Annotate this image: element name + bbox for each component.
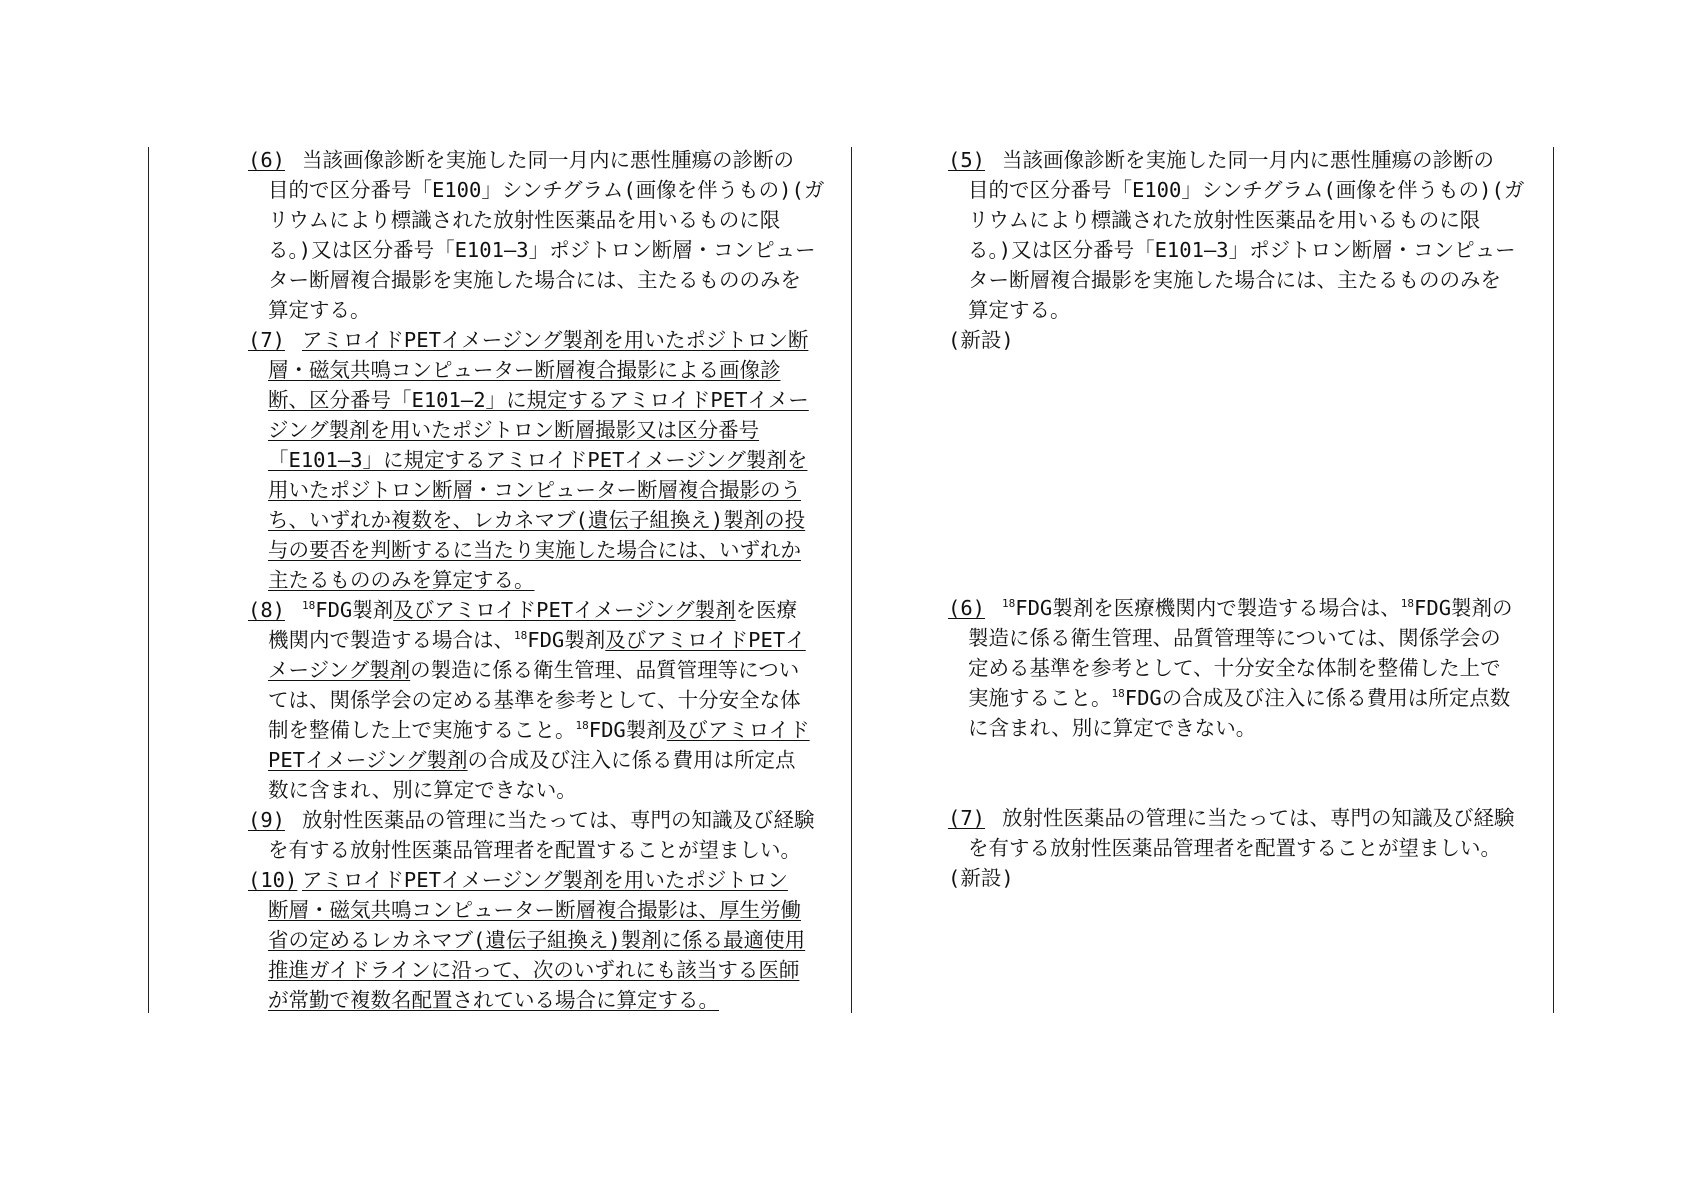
item-text-line: リウムにより標識された放射性医薬品を用いるものに限 (968, 208, 1481, 232)
item-text-line: 実施すること。$^{18}$FDGの合成及び注入に係る費用は所定点数 (968, 686, 1511, 710)
item-text-line: アミロイドPETイメージング製剤を用いたポジトロン断 (302, 328, 809, 352)
item-text-line: 与の要否を判断するに当たり実施した場合には、いずれか (268, 538, 801, 562)
item-text-line: を有する放射性医薬品管理者を配置することが望ましい。 (968, 836, 1501, 860)
item-label: (7) (948, 806, 986, 830)
item-text-line: 断層・磁気共鳴コンピューター断層複合撮影は、厚生労働 (268, 898, 801, 922)
item-text-line: 当該画像診断を実施した同一月内に悪性腫瘍の診断の (1002, 148, 1494, 172)
item-text-line: に含まれ、別に算定できない。 (968, 716, 1257, 740)
left-item-9 (248, 805, 840, 865)
item-label: (9) (248, 808, 286, 832)
left-column-revised (248, 145, 840, 1015)
item-text-line: 推進ガイドラインに沿って、次のいずれにも該当する医師 (268, 958, 800, 982)
item-text-line: アミロイドPETイメージング製剤を用いたポジトロン (302, 868, 788, 892)
right-item-6 (948, 593, 1540, 743)
item-text-line: る。)又は区分番号「E101―3」ポジトロン断層・コンピュー (968, 238, 1516, 262)
item-text-line: 算定する。 (268, 298, 371, 322)
item-label: (10) (248, 868, 298, 892)
item-text-line: 定める基準を参考として、十分安全な体制を整備した上で (968, 656, 1501, 680)
superscript: 18 (1002, 597, 1016, 611)
item-text-line: 機関内で製造する場合は、$^{18}$FDG製剤及びアミロイドPETイ (268, 628, 806, 652)
superscript: 18 (302, 599, 316, 613)
item-text-line: が常勤で複数名配置されている場合に算定する。 (268, 988, 719, 1012)
item-text-line: 放射性医薬品の管理に当たっては、専門の知識及び経験 (1002, 806, 1515, 830)
item-text-line: 制を整備した上で実施すること。$^{18}$FDG製剤及びアミロイド (268, 718, 810, 742)
item-label: (5) (948, 148, 986, 172)
text-amended: 及びアミロイドPETイメージング製剤 (393, 598, 736, 622)
item-text-line: を有する放射性医薬品管理者を配置することが望ましい。 (268, 838, 801, 862)
item-label: (6) (948, 596, 986, 620)
item-text-line: PETイメージング製剤の合成及び注入に係る費用は所定点 (268, 748, 796, 772)
right-column-current (948, 145, 1540, 893)
right-item-7 (948, 803, 1540, 863)
text: FDG製剤の (1414, 596, 1513, 620)
new-provision-note: (新設) (948, 866, 1014, 890)
item-text-line: 放射性医薬品の管理に当たっては、専門の知識及び経験 (302, 808, 815, 832)
item-text-line: メージング製剤の製造に係る衛生管理、品質管理等につい (268, 658, 800, 682)
item-text-line: 断、区分番号「E101―2」に規定するアミロイドPETイメー (268, 388, 809, 412)
item-text-line: 当該画像診断を実施した同一月内に悪性腫瘍の診断の (302, 148, 794, 172)
item-text-line: 製造に係る衛生管理、品質管理等については、関係学会の (968, 626, 1501, 650)
item-label: (7) (248, 328, 286, 352)
left-item-7-new (248, 325, 840, 595)
item-text-line: ター断層複合撮影を実施した場合には、主たるもののみを (968, 268, 1501, 292)
item-text-line: ター断層複合撮影を実施した場合には、主たるもののみを (268, 268, 801, 292)
center-divider-line (851, 147, 852, 1013)
text: FDG製剤 (315, 598, 394, 622)
item-text-line: 省の定めるレカネマブ(遺伝子組換え)製剤に係る最適使用 (268, 928, 806, 952)
item-text-line: 用いたポジトロン断層・コンピューター断層複合撮影のう (268, 478, 801, 502)
item-text-line: 主たるもののみを算定する。 (268, 568, 535, 592)
item-text-line: 数に含まれ、別に算定できない。 (268, 778, 577, 802)
text: FDG製剤を医療機関内で製造する場合は、 (1015, 596, 1401, 620)
item-text-line: ては、関係学会の定める基準を参考として、十分安全な体 (268, 688, 801, 712)
item-text-line: 層・磁気共鳴コンピューター断層複合撮影による画像診 (268, 358, 781, 382)
new-provision-note: (新設) (948, 328, 1014, 352)
item-text-line: 算定する。 (968, 298, 1071, 322)
item-text-line: 「E101―3」に規定するアミロイドPETイメージング製剤を (268, 448, 808, 472)
superscript: 18 (1400, 597, 1415, 611)
item-label: (8) (248, 598, 286, 622)
item-text-line: ち、いずれか複数を、レカネマブ(遺伝子組換え)製剤の投 (268, 508, 806, 532)
left-item-8 (248, 595, 840, 805)
left-item-10-new (248, 865, 840, 1015)
text: を医療 (735, 598, 798, 622)
item-text-line: る。)又は区分番号「E101―3」ポジトロン断層・コンピュー (268, 238, 816, 262)
item-text-line: 目的で区分番号「E100」シンチグラム(画像を伴うもの)(ガ (268, 178, 825, 202)
left-border-line (148, 147, 149, 1013)
item-label: (6) (248, 148, 286, 172)
item-text-line: 目的で区分番号「E100」シンチグラム(画像を伴うもの)(ガ (968, 178, 1525, 202)
right-border-line (1553, 147, 1554, 1013)
right-item-5 (948, 145, 1540, 325)
item-text-line: リウムにより標識された放射性医薬品を用いるものに限 (268, 208, 781, 232)
item-text-line: ジング製剤を用いたポジトロン断層撮影又は区分番号 (268, 418, 760, 442)
left-item-6 (248, 145, 840, 325)
